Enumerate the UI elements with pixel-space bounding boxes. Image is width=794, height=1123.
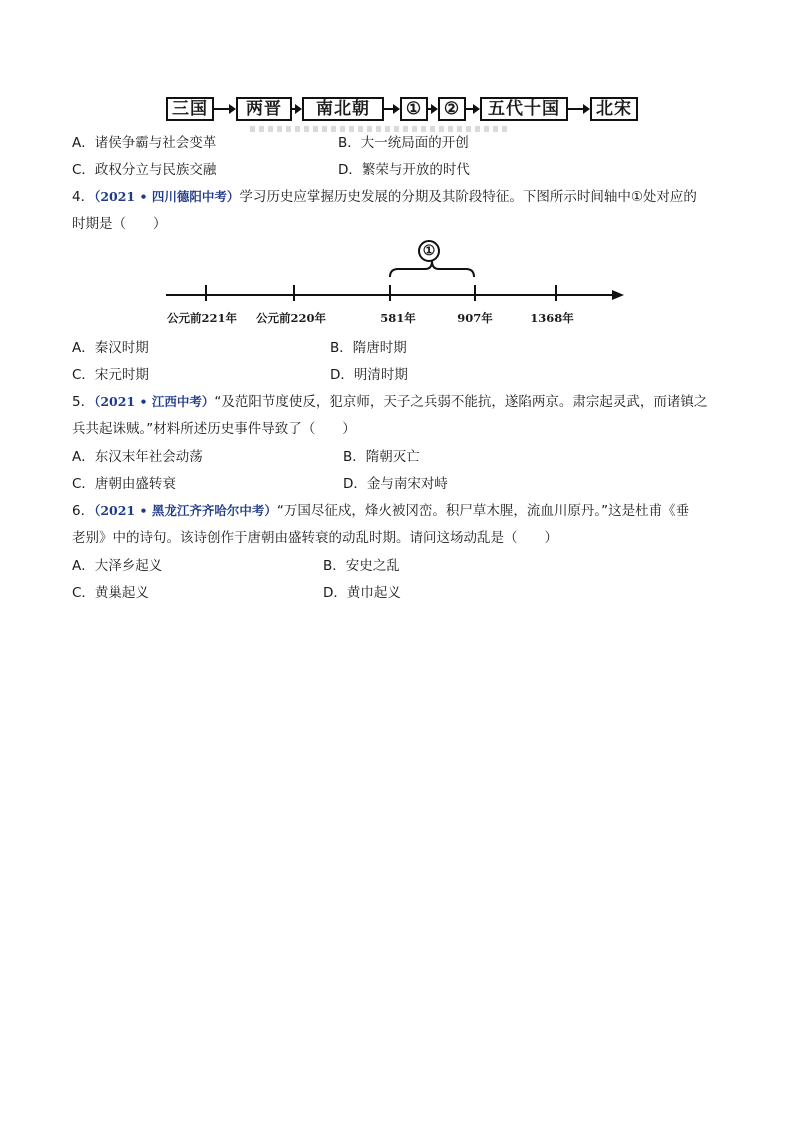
q4-stem-line-1 — [72, 188, 697, 206]
flow-box-nanbeichao: 南北朝 — [302, 97, 384, 121]
q4-option-a[interactable]: A．秦汉时期 — [72, 340, 149, 356]
q4-option-b[interactable]: B．隋唐时期 — [330, 340, 407, 356]
timeline-tick-label: 公元前221年 — [166, 311, 238, 325]
timeline-brace — [389, 260, 475, 278]
q6-option-a[interactable]: A．大泽乡起义 — [72, 558, 163, 574]
flow-arrow — [384, 108, 398, 110]
flow-box-blank-2: ② — [438, 97, 466, 121]
q4-number: 4． — [72, 189, 95, 205]
q6-stem-line-1 — [72, 502, 689, 520]
flow-arrow — [214, 108, 234, 110]
q5-text-1: “及范阳节度使反，犯京师，天子之兵弱不能抗，遂陷两京。肃宗起灵武，而诸镇之 — [214, 394, 708, 410]
q5-option-a[interactable]: A．东汉末年社会动荡 — [72, 449, 203, 465]
q4-source-tag: （2021 • 四川德阳中考） — [94, 189, 240, 204]
flow-box-beisong: 北宋 — [590, 97, 638, 121]
dynasty-flow-diagram — [166, 95, 641, 125]
q6-option-b[interactable]: B．安史之乱 — [323, 558, 400, 574]
q6-source-tag: （2021 • 黑龙江齐齐哈尔中考） — [94, 503, 277, 518]
flow-box-sanguo: 三国 — [166, 97, 214, 121]
timeline-tick — [293, 285, 295, 301]
flow-box-liangjin: 两晋 — [236, 97, 292, 121]
q6-option-c[interactable]: C．黄巢起义 — [72, 585, 149, 601]
faded-scan-marks — [250, 126, 510, 132]
flow-arrow — [466, 108, 478, 110]
timeline-tick — [205, 285, 207, 301]
q6-option-d[interactable]: D．黄巾起义 — [323, 585, 401, 601]
q5-stem-line-2: 兵共起诛贼。”材料所述历史事件导致了（ ） — [72, 421, 356, 437]
q3-option-a[interactable]: A．诸侯争霸与社会变革 — [72, 135, 217, 151]
timeline-tick-label: 907年 — [457, 311, 493, 325]
timeline-tick-label: 公元前220年 — [255, 311, 327, 325]
timeline-tick — [555, 285, 557, 301]
timeline-tick-label: 1368年 — [530, 311, 574, 325]
timeline-figure — [160, 238, 630, 333]
timeline-arrowhead — [612, 290, 624, 300]
timeline-marker-label: ① — [418, 240, 440, 262]
q5-option-c[interactable]: C．唐朝由盛转衰 — [72, 476, 176, 492]
flow-arrow — [292, 108, 300, 110]
flow-box-blank-1: ① — [400, 97, 428, 121]
q5-option-d[interactable]: D．金与南宋对峙 — [343, 476, 448, 492]
q4-option-c[interactable]: C．宋元时期 — [72, 367, 149, 383]
q4-text-1: 学习历史应掌握历史发展的分期及其阶段特征。下图所示时间轴中①处对应的 — [239, 189, 697, 205]
q6-stem-line-2: 老别》中的诗句。该诗创作于唐朝由盛转衰的动乱时期。请问这场动乱是（ ） — [72, 530, 558, 546]
timeline-tick — [474, 285, 476, 301]
timeline-tick — [389, 285, 391, 301]
q3-option-b[interactable]: B．大一统局面的开创 — [338, 135, 469, 151]
flow-box-wudai: 五代十国 — [480, 97, 568, 121]
q4-option-d[interactable]: D．明清时期 — [330, 367, 408, 383]
q3-option-c[interactable]: C．政权分立与民族交融 — [72, 162, 217, 178]
timeline-tick-label: 581年 — [380, 311, 416, 325]
flow-arrow — [568, 108, 588, 110]
q6-text-1: “万国尽征戍，烽火被冈峦。积尸草木腥，流血川原丹。”这是杜甫《垂 — [276, 503, 690, 519]
q5-source-tag: （2021 • 江西中考） — [94, 394, 215, 409]
q5-stem-line-1 — [72, 393, 707, 411]
q4-stem-line-2: 时期是（ ） — [72, 216, 167, 232]
q5-option-b[interactable]: B．隋朝灭亡 — [343, 449, 420, 465]
q6-number: 6． — [72, 503, 95, 519]
q3-option-d[interactable]: D．繁荣与开放的时代 — [338, 162, 470, 178]
flow-arrow — [428, 108, 436, 110]
q5-number: 5． — [72, 394, 95, 410]
